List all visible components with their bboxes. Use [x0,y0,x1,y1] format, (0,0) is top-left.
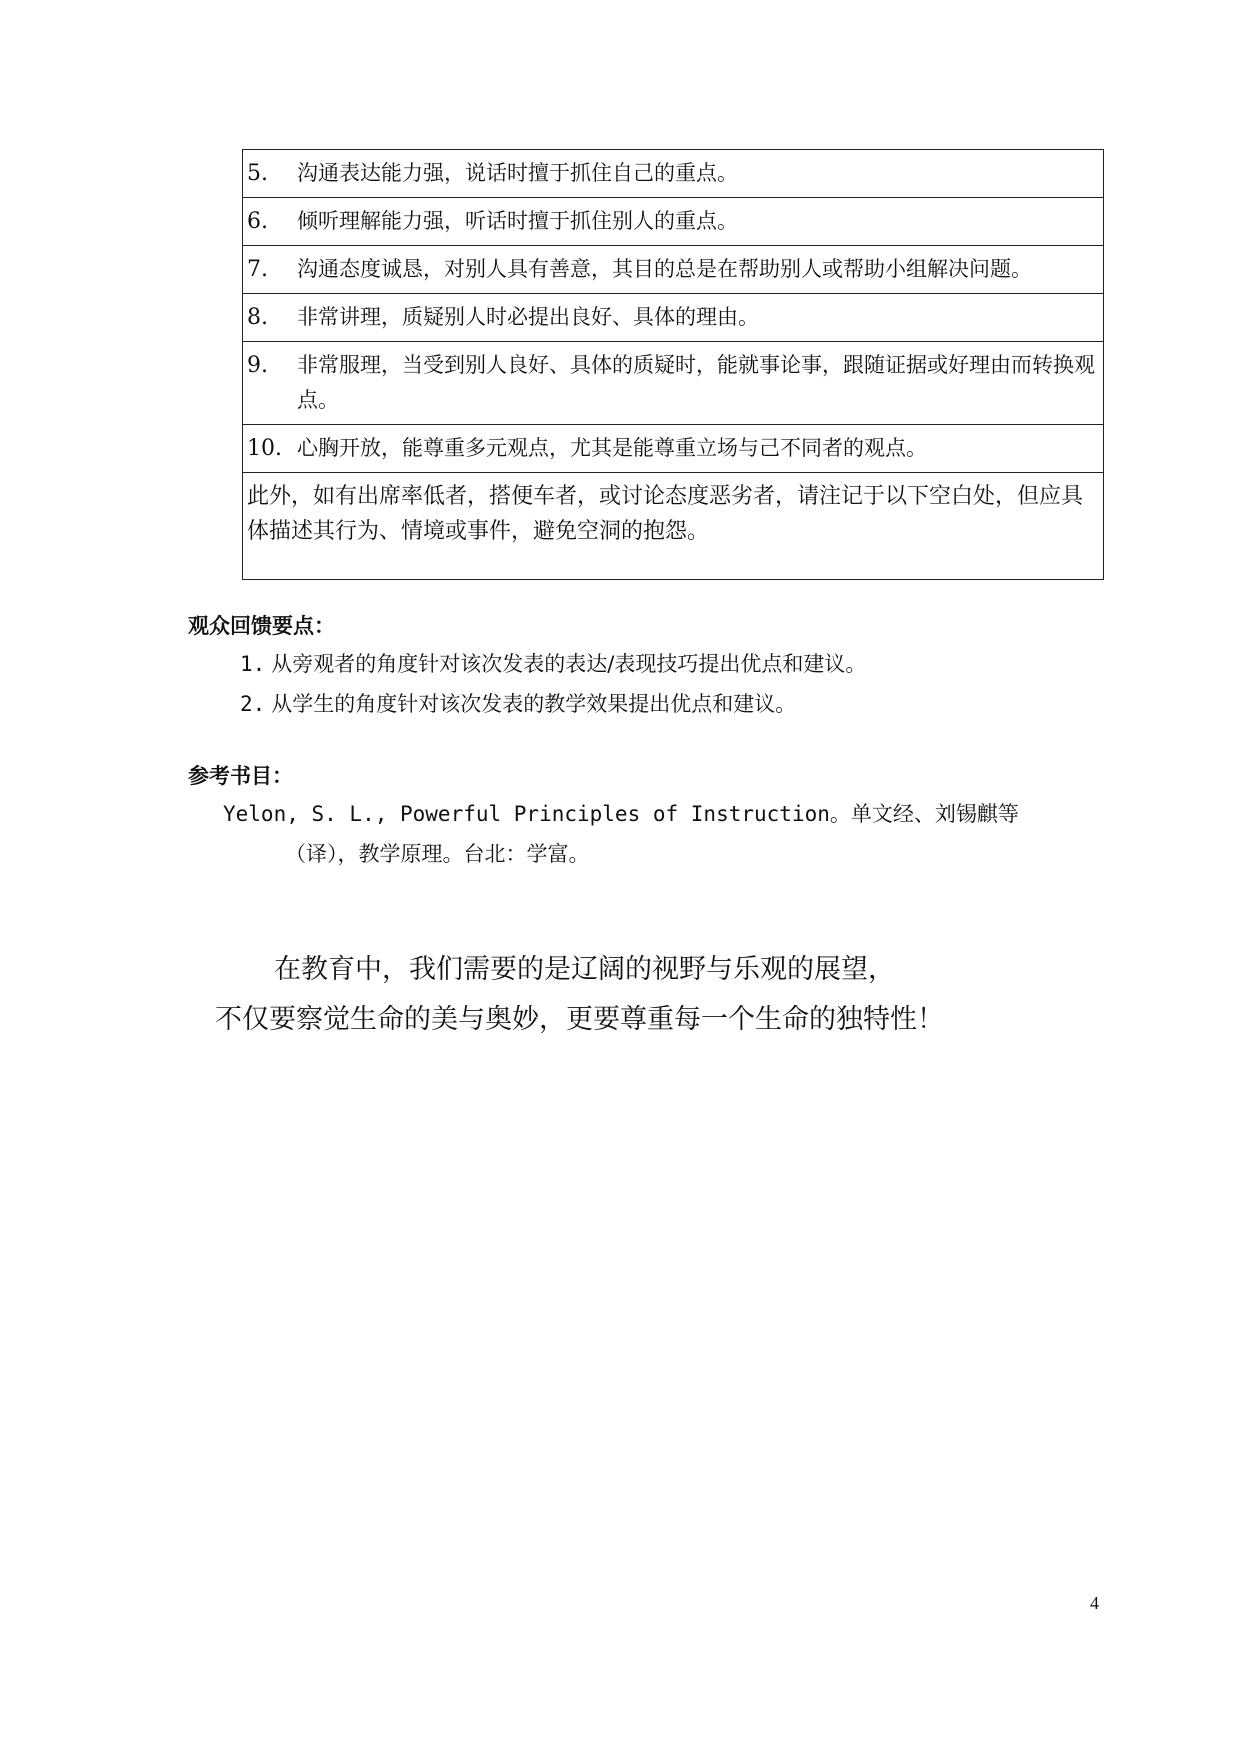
feedback-section-title: 观众回馈要点： [188,614,335,638]
table-row [243,198,1104,246]
item-text: 非常服理，当受到别人良好、具体的质疑时，能就事论事，跟随证据或好理由而转换观点。 [297,353,1095,412]
item-number: 10. [247,436,282,461]
item-number: 7. [247,257,268,282]
item-text: 倾听理解能力强，听话时擅于抓住别人的重点。 [297,209,738,233]
quote-line: 在教育中，我们需要的是辽阔的视野与乐观的展望， [274,954,895,985]
item-number: 8. [247,305,268,330]
table-row [243,294,1104,342]
list-item-text: 从旁观者的角度针对该次发表的表达/表现技巧提出优点和建议。 [271,652,867,676]
item-number: 9. [247,353,268,378]
table-row [243,425,1104,473]
page-number: 4 [1090,1593,1099,1613]
reference-entry [223,794,1063,874]
feedback-list [240,644,866,724]
table-cell [243,425,1104,473]
table-row [243,246,1104,294]
references-section-title: 参考书目： [188,764,293,788]
list-item [240,684,866,724]
quote-line: 不仅要察觉生命的美与奥妙，更要尊重每一个生命的独特性！ [215,1004,944,1035]
item-text: 沟通态度诚恳，对别人具有善意，其目的总是在帮助别人或帮助小组解决问题。 [297,257,1032,281]
table-row-note [243,473,1104,580]
list-item-number: 1. [240,652,266,676]
reference-line: （译），教学原理。台北：学富。 [285,842,590,866]
evaluation-criteria-table [242,149,1104,580]
table-cell [243,294,1104,342]
item-number: 6. [247,209,268,234]
closing-quote [215,945,944,1045]
note-cell: 此外，如有出席率低者，搭便车者，或讨论态度恶劣者，请注记于以下空白处，但应具体描述其行为、情境或事件，避免空洞的抱怨。 [243,473,1104,580]
table-cell [243,150,1104,198]
table-cell [243,198,1104,246]
item-text: 非常讲理，质疑别人时必提出良好、具体的理由。 [297,305,759,329]
table-cell [243,342,1104,425]
item-number: 5. [247,161,268,186]
table-cell [243,246,1104,294]
reference-line: Yelon, S. L., Powerful Principles of Instruction。单文经、刘锡麒等 [223,802,1019,826]
table-row [243,150,1104,198]
list-item-number: 2. [240,692,266,716]
item-text: 沟通表达能力强，说话时擅于抓住自己的重点。 [297,161,738,185]
list-item-text: 从学生的角度针对该次发表的教学效果提出优点和建议。 [271,692,797,716]
list-item [240,644,866,684]
item-text: 心胸开放，能尊重多元观点，尤其是能尊重立场与己不同者的观点。 [297,436,927,460]
table-row [243,342,1104,425]
